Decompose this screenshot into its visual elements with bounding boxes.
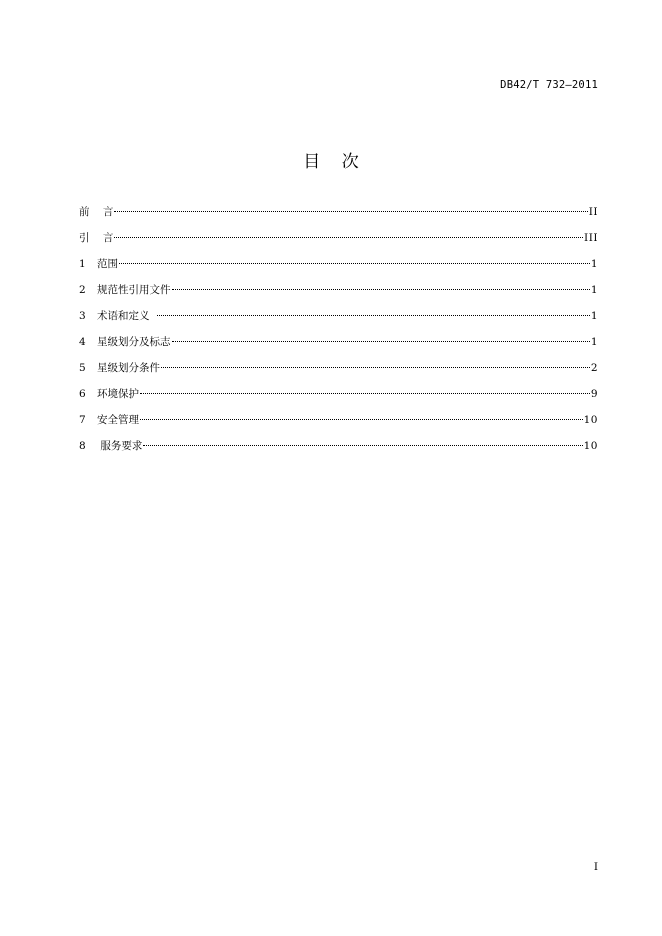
toc-entry-page: II: [588, 206, 598, 218]
toc-dot-leader: [143, 445, 582, 446]
toc-entry-number: 4: [79, 336, 86, 348]
toc-entry-page: 1: [590, 258, 598, 270]
toc-entry-introduction[interactable]: [79, 230, 598, 256]
page-title: 目 次: [303, 152, 359, 172]
page-number: I: [593, 861, 598, 873]
table-of-contents: [79, 204, 598, 464]
toc-entry-terms-definitions[interactable]: [79, 308, 598, 334]
toc-entry-label: 安全管理: [97, 414, 139, 426]
toc-entry-label: 范围: [97, 258, 118, 270]
toc-entry-star-rating-conditions[interactable]: [79, 360, 598, 386]
toc-entry-environmental-protection[interactable]: [79, 386, 598, 412]
toc-dot-leader: [140, 419, 583, 420]
toc-entry-label: 规范性引用文件: [97, 284, 171, 296]
toc-entry-label: 环境保护: [97, 388, 139, 400]
toc-dot-leader: [140, 393, 590, 394]
toc-entry-number: 6: [79, 388, 86, 400]
toc-entry-page: 1: [590, 310, 598, 322]
toc-entry-normative-references[interactable]: [79, 282, 598, 308]
toc-dot-leader: [161, 367, 590, 368]
toc-dot-leader: [119, 263, 590, 264]
toc-entry-number: 5: [79, 362, 86, 374]
toc-dot-leader: [157, 315, 590, 316]
toc-entry-safety-management[interactable]: [79, 412, 598, 438]
toc-entry-label: 前 言: [79, 206, 114, 218]
toc-entry-label: 服务要求: [97, 440, 143, 452]
toc-entry-page: 10: [583, 440, 598, 452]
toc-entry-label: 星级划分及标志: [97, 336, 171, 348]
toc-dot-leader: [114, 237, 583, 238]
toc-entry-number: 7: [79, 414, 86, 426]
toc-entry-page: 1: [590, 284, 598, 296]
toc-entry-number: 8: [79, 440, 86, 452]
document-code: DB42/T 732—2011: [500, 79, 598, 91]
toc-dot-leader: [172, 289, 590, 290]
toc-entry-page: 2: [590, 362, 598, 374]
toc-entry-label: 星级划分条件: [97, 362, 160, 374]
toc-entry-page: 1: [590, 336, 598, 348]
toc-entry-number: 1: [79, 258, 86, 270]
toc-entry-star-rating-marks[interactable]: [79, 334, 598, 360]
toc-entry-label: 术语和定义: [97, 310, 157, 322]
toc-entry-service-requirements[interactable]: [79, 438, 598, 464]
toc-dot-leader: [172, 341, 590, 342]
toc-entry-page: 10: [583, 414, 598, 426]
toc-entry-scope[interactable]: [79, 256, 598, 282]
toc-entry-page: III: [584, 232, 598, 244]
toc-entry-number: 2: [79, 284, 86, 296]
toc-dot-leader: [114, 211, 587, 212]
toc-entry-label: 引 言: [79, 232, 114, 244]
toc-entry-page: 9: [590, 388, 598, 400]
toc-entry-foreword[interactable]: [79, 204, 598, 230]
toc-entry-number: 3: [79, 310, 86, 322]
